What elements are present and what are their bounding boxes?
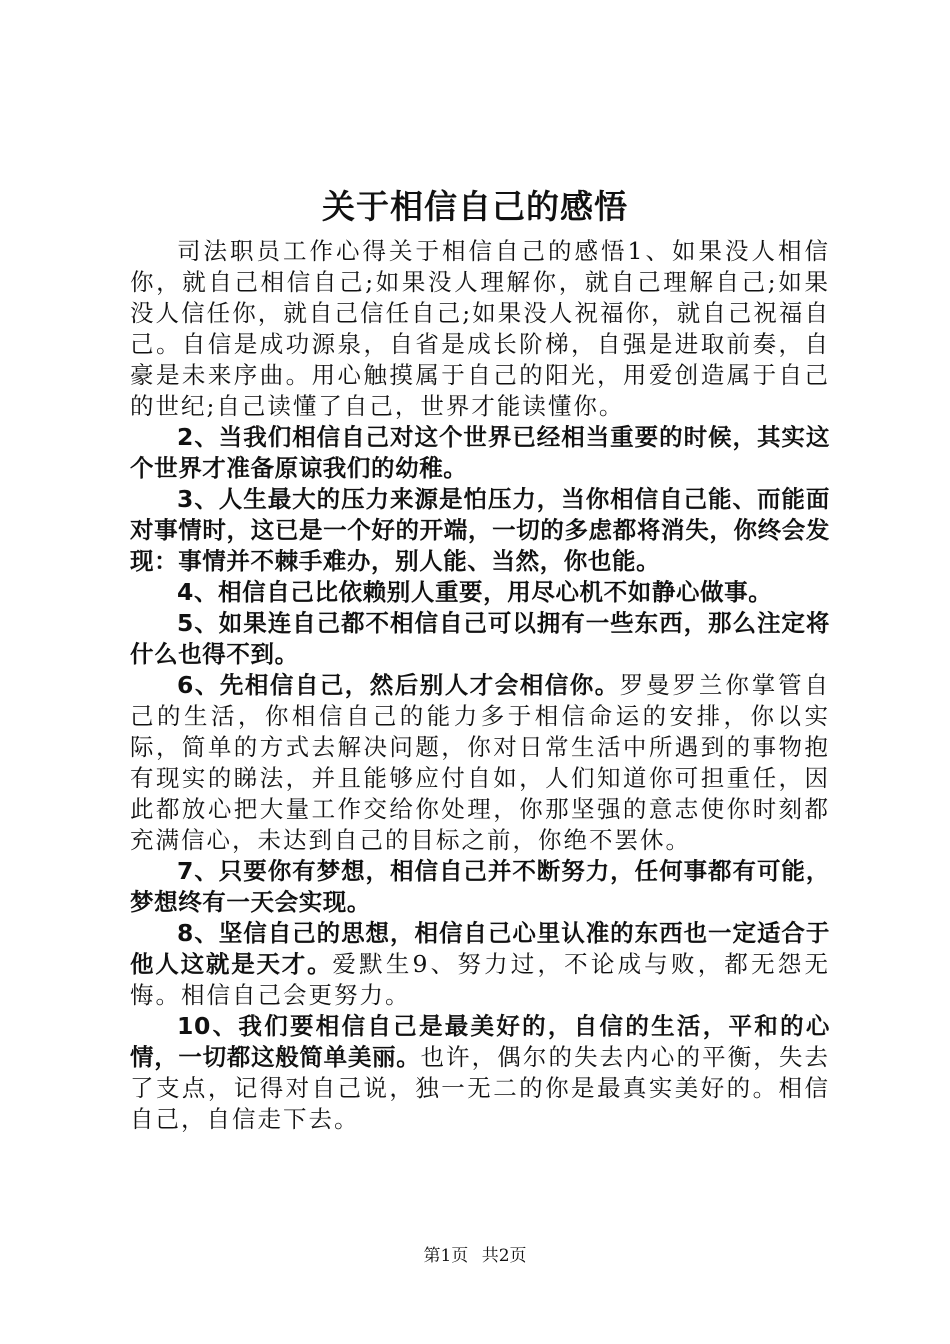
paragraph	[130, 1011, 830, 1135]
paragraph-text: 爱默生9、努力过，不论成与败，都无怨无悔。相信自己会更努力。	[130, 950, 830, 1009]
paragraph	[130, 484, 830, 577]
page-total: 共2页	[481, 1246, 527, 1266]
paragraph-text: 3、人生最大的压力来源是怕压力，当你相信自己能、而能面对事情时，这已是一个好的开端，一切的多虑都将消失，你终会发现：事情并不棘手难办，别人能、当然，你也能。	[130, 485, 830, 575]
document-title: 关于相信自己的感悟	[322, 187, 628, 226]
paragraph-text: 7、只要你有梦想，相信自己并不断努力，任何事都有可能，梦想终有一天会实现。	[130, 857, 830, 916]
paragraph-text: 司法职员工作心得关于相信自己的感悟1、如果没人相信你，就自己相信自己;如果没人理解你，就自己理解自己;如果没人信任你，就自己信任自己;如果没人祝福你，就自己祝福自己。自信是成功源泉，自省是成长阶梯，自强是进取前奏，自豪是未来序曲。用心触摸属于自己的阳光，用爱创造属于自己的世纪;自己读懂了自己，世界才能读懂你。	[130, 237, 830, 420]
paragraph-text: 6、先相信自己，然后别人才会相信你。	[177, 671, 620, 699]
page-footer	[0, 1244, 950, 1268]
document-body	[130, 236, 830, 1135]
paragraph	[130, 608, 830, 670]
paragraph	[130, 236, 830, 422]
paragraph-text: 8、坚信自己的思想，相信自己心里认准的东西也一定适合于他人这就是天才。	[130, 919, 830, 978]
paragraph-text: 4、相信自己比依赖别人重要，用尽心机不如静心做事。	[177, 578, 773, 606]
paragraph	[130, 670, 830, 856]
paragraph	[130, 577, 830, 608]
paragraph	[130, 918, 830, 1011]
paragraph-text: 2、当我们相信自己对这个世界已经相当重要的时候，其实这个世界才准备原谅我们的幼稚。	[130, 423, 830, 482]
paragraph-text: 10、我们要相信自己是最美好的，自信的生活，平和的心情，一切都这般简单美丽。	[130, 1012, 830, 1071]
paragraph	[130, 856, 830, 918]
paragraph-text: 也许，偶尔的失去内心的平衡，失去了支点，记得对自己说，独一无二的你是最真实美好的。相信自己，自信走下去。	[130, 1043, 831, 1133]
paragraph	[130, 422, 830, 484]
paragraph-text: 5、如果连自己都不相信自己可以拥有一些东西，那么注定将什么也得不到。	[130, 609, 830, 668]
page-number: 第1页	[423, 1246, 469, 1266]
paragraph-text: 罗曼罗兰你掌管自己的生活，你相信自己的能力多于相信命运的安排，你以实际，简单的方式去解决问题，你对日常生活中所遇到的事物抱有现实的睇法，并且能够应付自如，人们知道你可担重任，因此都放心把大量工作交给你处理，你那坚强的意志使你时刻都充满信心，未达到自己的目标之前，你绝不罢休。	[130, 671, 831, 854]
